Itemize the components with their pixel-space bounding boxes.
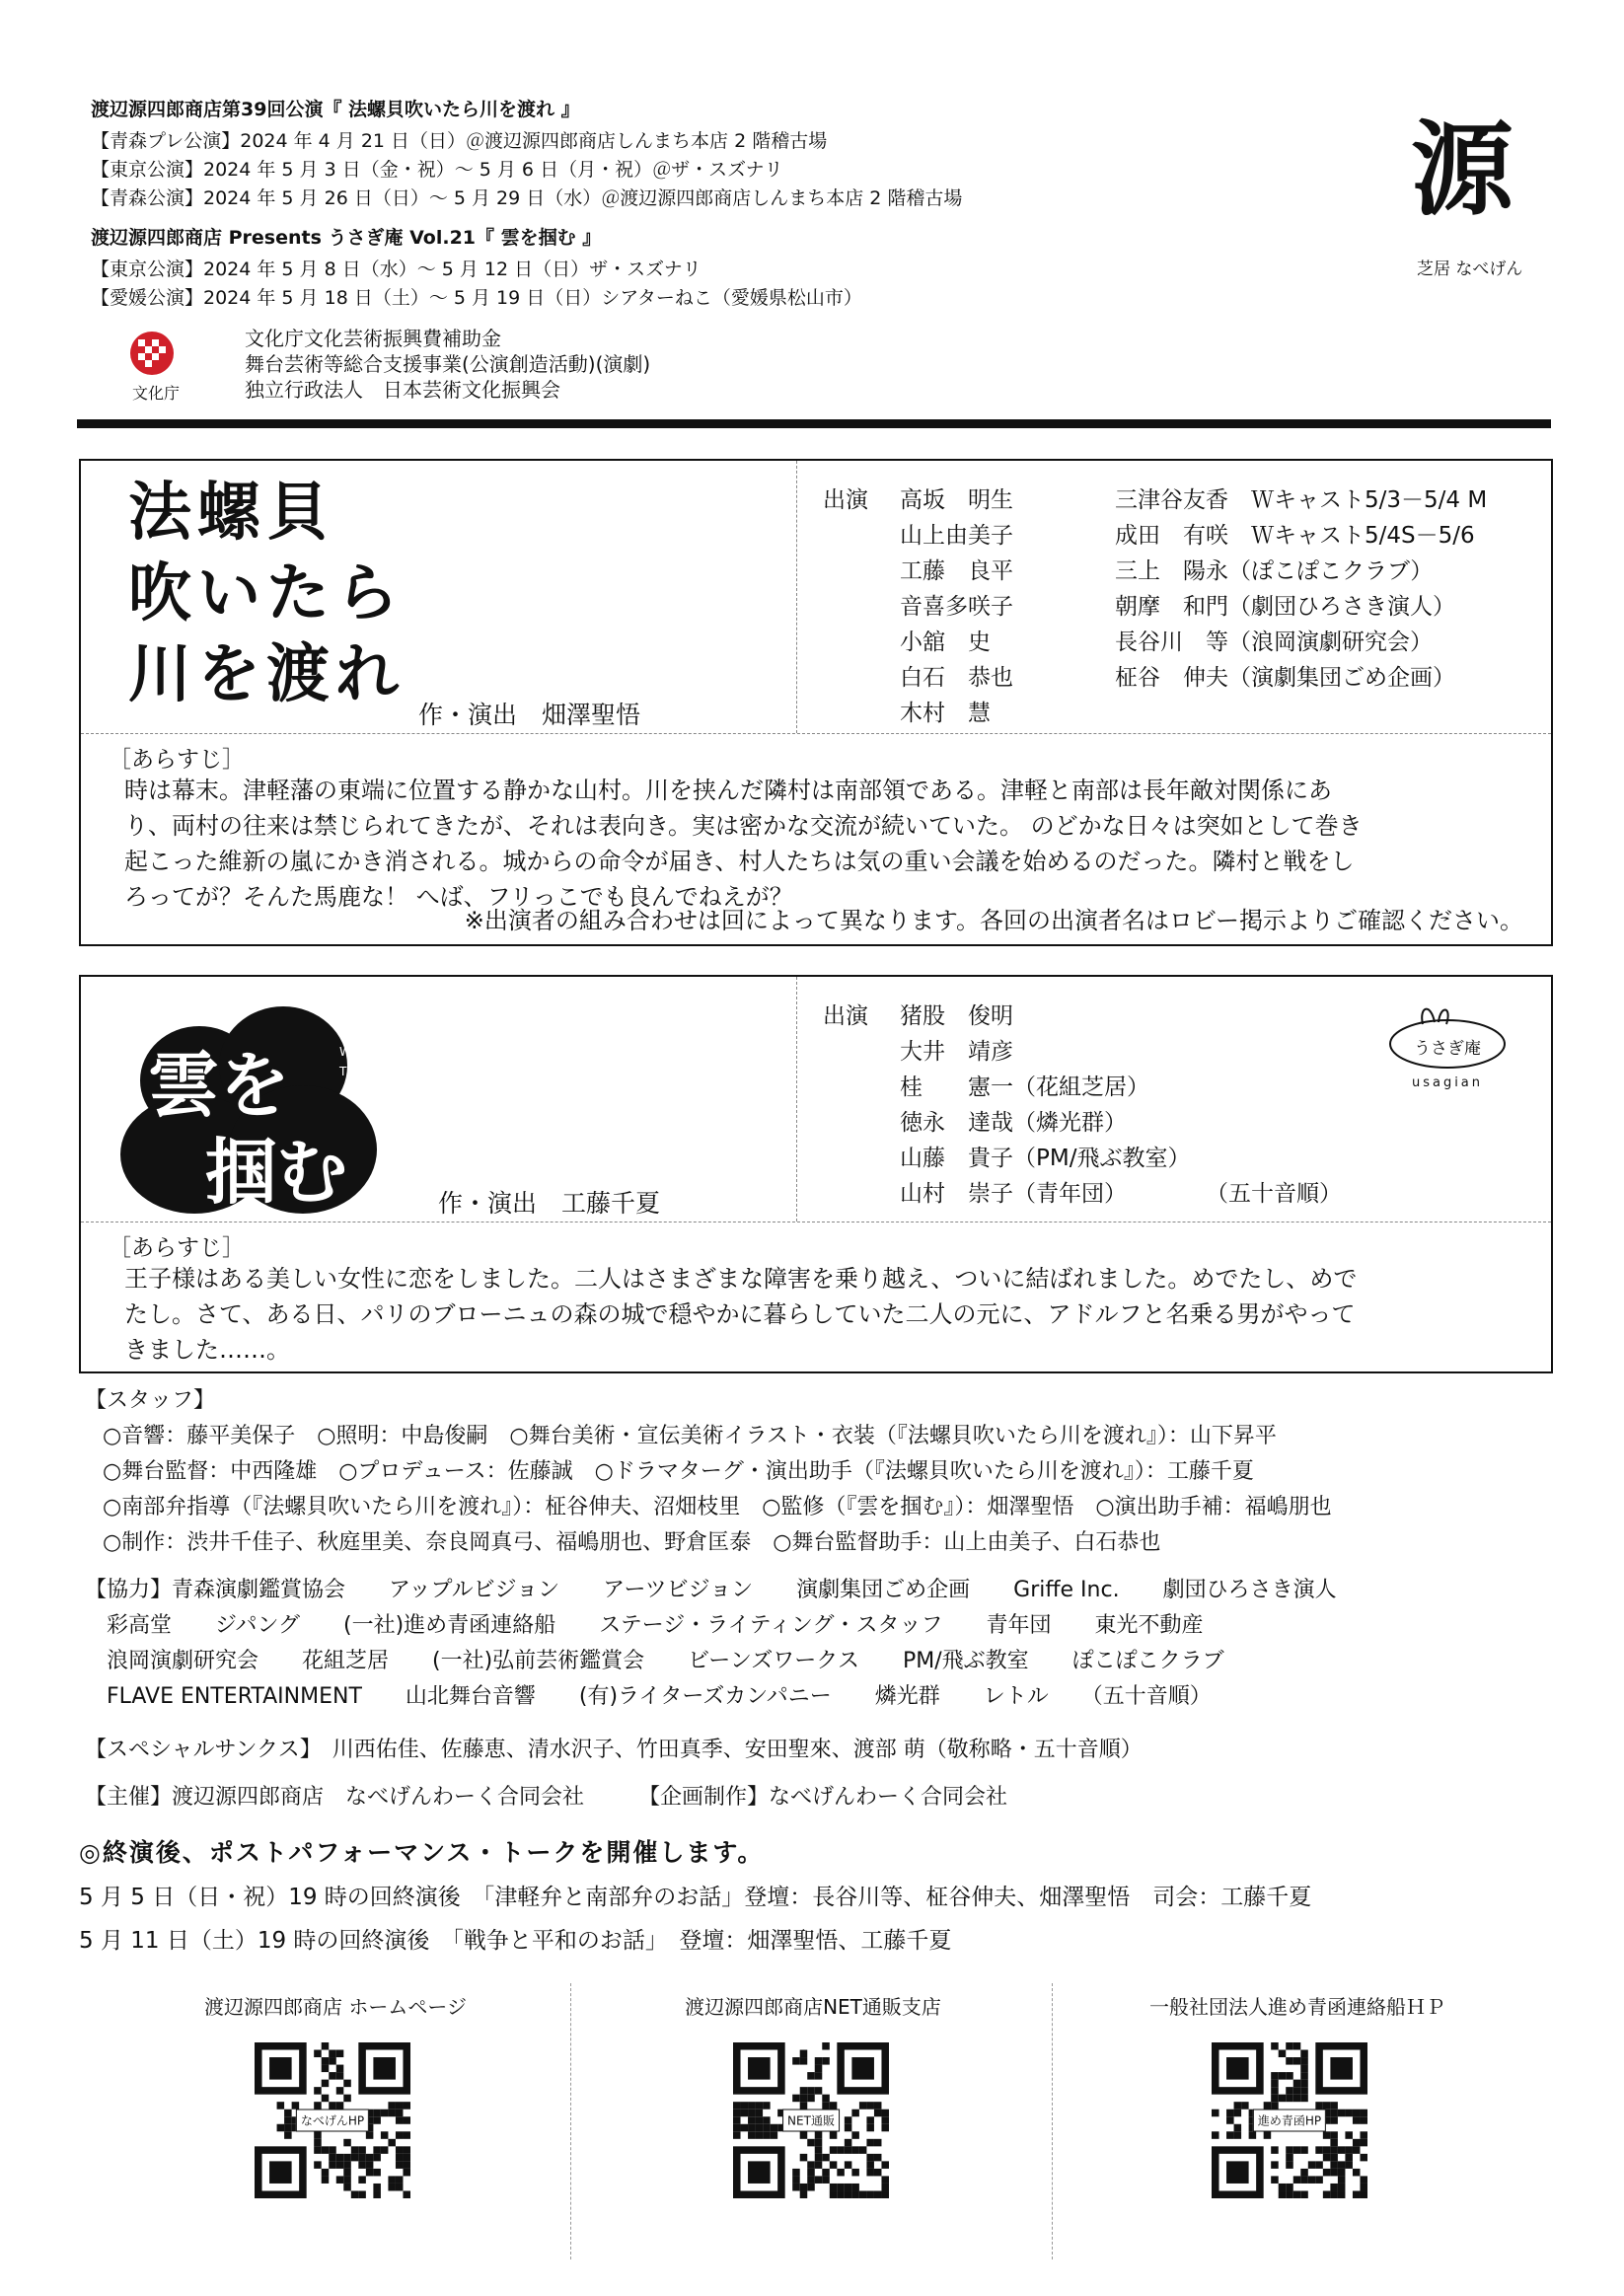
play1-title-line: 法螺貝 [128, 476, 335, 550]
staff-line: ○南部弁指導（『法螺貝吹いたら川を渡れ』）：柾谷伸夫、沼畑枝里 ○監修（『雲を掴む』）：畑澤聖悟 ○演出助手補：福嶋朋也 [103, 1495, 1332, 1519]
logo-subtitle: 芝居 なべげん [1417, 259, 1523, 279]
qr-label-seikan: 一般社団法人進め青函連絡船ＨＰ [1149, 1995, 1445, 2019]
staff-line: ○音響：藤平美保子 ○照明：中島俊嗣 ○舞台美術・宣伝美術イラスト・衣装（『法螺貝吹いたら川を渡れ』）：山下昇平 [103, 1424, 1277, 1448]
divider [796, 977, 797, 1222]
production-title-1: 渡辺源四郎商店第39回公演『 法螺貝吹いたら川を渡れ 』 [91, 99, 580, 120]
cast-label: 出演 [823, 1003, 868, 1029]
cooperation-list [85, 1573, 1337, 1715]
cast-list-right [1115, 482, 1487, 696]
kumo-title-bottom: 掴む [205, 1130, 348, 1214]
usagian-logo-text: うさぎ庵 [1414, 1039, 1481, 1059]
cast-member: 高坂 明生 [900, 487, 1013, 513]
cooperation-line: 【協力】青森演劇鑑賞協会 アップルビジョン アーツビジョン 演劇集団ごめ企画 Griffe Inc. 劇団ひろさき演人 [85, 1578, 1337, 1602]
divider [796, 461, 797, 733]
synopsis-label: ［あらすじ］ [109, 747, 245, 773]
play2-synopsis [124, 1261, 1535, 1368]
cooperation-line: 浪岡演劇研究会 花組芝居 (一社)弘前芸術鑑賞会 ビーンズワークス PM/飛ぶ教室 ぽこぽこクラブ [85, 1649, 1224, 1673]
nabegen-logo [1411, 109, 1514, 245]
staff-line: ○制作：渋井千佳子、秋庭里美、奈良岡真弓、福嶋朋也、野倉匡泰 ○舞台監督助手：山上由美子、白石恭也 [103, 1530, 1161, 1555]
romaji-line: TSUKAMU [339, 1065, 411, 1078]
cast-member: 音喜多咲子 [900, 594, 1013, 620]
cast-member: 山藤 貴子（PM/飛ぶ教室） [900, 1146, 1191, 1171]
qr-label-homepage: 渡辺源四郎商店 ホームページ [204, 1995, 467, 2019]
cast-member: 大井 靖彦 [900, 1039, 1013, 1065]
cooperation-line: FLAVE ENTERTAINMENT 山北舞台音響 (有)ライターズカンパニー 燐光群 レトル （五十音順） [85, 1684, 1212, 1709]
cooperation-line: 彩高堂 ジパング (一社)進め青函連絡船 ステージ・ライティング・スタッフ 青年団 東光不動産 [85, 1613, 1204, 1638]
staff-heading: 【スタッフ】 [85, 1388, 216, 1413]
organizer: 【主催】渡辺源四郎商店 なべげんわーく合同会社 【企画制作】なべげんわーく合同会社 [85, 1785, 1008, 1810]
synopsis-line: 王子様はある美しい女性に恋をしました。二人はさまざまな障害を乗り越え、ついに結ばれました。めでたし、めで [124, 1265, 1358, 1293]
romaji-line: WO [339, 1045, 365, 1059]
qr-label-netshop: 渡辺源四郎商店NET通販支店 [685, 1995, 941, 2019]
usagian-logo [1383, 1002, 1512, 1091]
play1-title-line: 吹いたら [128, 556, 405, 630]
play2-box [79, 975, 1553, 1373]
synopsis-line: きました……。 [124, 1336, 290, 1364]
cast-member: 山上由美子 [900, 523, 1013, 549]
support-line: 独立行政法人 日本芸術文化振興会 [245, 378, 560, 402]
post-talk-line: 5 月 5 日（日・祝）19 時の回終演後 「津軽弁と南部弁のお話」登壇：長谷川等、柾谷伸夫、畑澤聖悟 司会：工藤千夏 [79, 1885, 1312, 1910]
special-thanks: 【スペシャルサンクス】 川西佑佳、佐藤恵、清水沢子、竹田真季、安田聖來、渡部 萌（敬称略・五十音順） [85, 1738, 1143, 1762]
play2-author: 作・演出 工藤千夏 [438, 1189, 661, 1218]
qr-center-label: 進め青函HP [1253, 2110, 1326, 2132]
cast-member: 山村 崇子（青年団） [900, 1181, 1127, 1207]
kumo-romaji [339, 1022, 411, 1081]
synopsis-label: ［あらすじ］ [109, 1235, 245, 1261]
qr-center-label: なべげんHP [296, 2110, 369, 2132]
play1-author: 作・演出 畑澤聖悟 [418, 701, 641, 729]
bunkacho-logo-text: 文化庁 [131, 384, 180, 403]
qr-code-netshop[interactable] [733, 2042, 889, 2198]
cast-order-note: （五十音順） [1206, 1181, 1342, 1207]
synopsis-line: たし。さて、ある日、パリのブローニュの森の城で穏やかに暮らしていた二人の元に、アドルフと名乗る男がやって [124, 1300, 1356, 1328]
cast-member: 徳永 達哉（燐光群） [900, 1110, 1127, 1136]
synopsis-line: 起こった維新の嵐にかき消される。城からの命令が届き、村人たちは気の重い会議を始めるのだった。隣村と戦をし [124, 848, 1355, 875]
kumo-title-graphic [120, 1006, 416, 1214]
post-talk-line: 5 月 11 日（土）19 時の回終演後 「戦争と平和のお話」 登壇：畑澤聖悟、工藤千夏 [79, 1928, 952, 1954]
support-line: 文化庁文化芸術振興費補助金 [245, 327, 501, 350]
logo-kanji: 源 [1411, 109, 1514, 230]
schedule-line: 【愛媛公演】2024 年 5 月 18 日（土）～ 5 月 19 日（日）シアターねこ（愛媛県松山市） [91, 287, 862, 309]
usagian-logo-sub: usagian [1411, 1075, 1484, 1090]
play1-title-line: 川を渡れ [128, 637, 405, 711]
cast-member: 小舘 史 [900, 630, 991, 655]
cast-member: 三津谷友香 Ｗキャスト5/3－5/4 M [1115, 487, 1488, 513]
staff-list [103, 1419, 1332, 1561]
play1-box [79, 459, 1553, 946]
staff-line: ○舞台監督：中西隆雄 ○プロデュース：佐藤誠 ○ドラマターグ・演出助手（『法螺貝吹いたら川を渡れ』）：工藤千夏 [103, 1459, 1254, 1484]
header-divider [77, 419, 1551, 428]
romaji-line: KUMO [339, 1025, 384, 1039]
separator [570, 1983, 571, 2259]
synopsis-line: 時は幕末。津軽藩の東端に位置する静かな山村。川を挟んだ隣村は南部領である。津軽と南部は長年敵対関係にあ [124, 777, 1332, 804]
cast-member: 桂 憲一（花組芝居） [900, 1074, 1149, 1100]
cast-list [900, 999, 1190, 1212]
cast-member: 長谷川 等（浪岡演劇研究会） [1115, 630, 1433, 655]
kumo-title-top: 雲を [148, 1043, 291, 1127]
schedule-line: 【青森公演】2024 年 5 月 26 日（日）～ 5 月 29 日（水）＠渡辺源四郎商店しんまち本店 2 階稽古場 [91, 187, 963, 209]
cast-list-left [900, 482, 1013, 731]
post-talk-heading: ◎終演後、ポストパフォーマンス・トークを開催します。 [79, 1838, 765, 1867]
cast-label: 出演 [823, 487, 868, 513]
qr-code-homepage[interactable] [255, 2042, 410, 2198]
cast-member: 猪股 俊明 [900, 1003, 1013, 1029]
bunkacho-logo [116, 326, 195, 405]
divider [81, 733, 1551, 734]
cast-member: 木村 慧 [900, 701, 991, 726]
cast-rotation-note: ※出演者の組み合わせは回によって異なります。各回の出演者名はロビー掲示よりご確認ください。 [464, 907, 1523, 934]
cast-member: 朝摩 和門（劇団ひろさき演人） [1115, 594, 1455, 620]
cast-member: 三上 陽永（ぽこぽこクラブ） [1115, 558, 1434, 584]
production-title-2: 渡辺源四郎商店 Presents うさぎ庵 Vol.21『 雲を掴む 』 [91, 227, 602, 249]
synopsis-line: ろってが？そんた馬鹿な！ へば、フリっこでも良んでねえが？ [124, 883, 793, 911]
support-line: 舞台芸術等総合支援事業(公演創造活動)(演劇) [245, 352, 651, 376]
qr-code-seikan[interactable] [1212, 2042, 1367, 2198]
synopsis-line: り、両村の往来は禁じられてきたが、それは表向き。実は密かな交流が続いていた。 のどかな日々は突如として巻き [124, 812, 1363, 840]
play1-synopsis [124, 773, 1535, 915]
schedule-line: 【東京公演】2024 年 5 月 3 日（金・祝）～ 5 月 6 日（月・祝）＠ザ・スズナリ [91, 159, 783, 181]
schedule-line: 【青森プレ公演】2024 年 4 月 21 日（日）＠渡辺源四郎商店しんまち本店 2 階稽古場 [91, 130, 828, 152]
cast-member: 白石 恭也 [900, 665, 1013, 691]
separator [1052, 1983, 1053, 2259]
cast-member: 柾谷 伸夫（演劇集団ごめ企画） [1115, 665, 1455, 691]
cast-member: 成田 有咲 Ｗキャスト5/4S－5/6 [1115, 523, 1475, 549]
cast-member: 工藤 良平 [900, 558, 1013, 584]
schedule-line: 【東京公演】2024 年 5 月 8 日（水）～ 5 月 12 日（日）ザ・スズナリ [91, 259, 701, 280]
qr-center-label: NET通販 [782, 2110, 840, 2132]
